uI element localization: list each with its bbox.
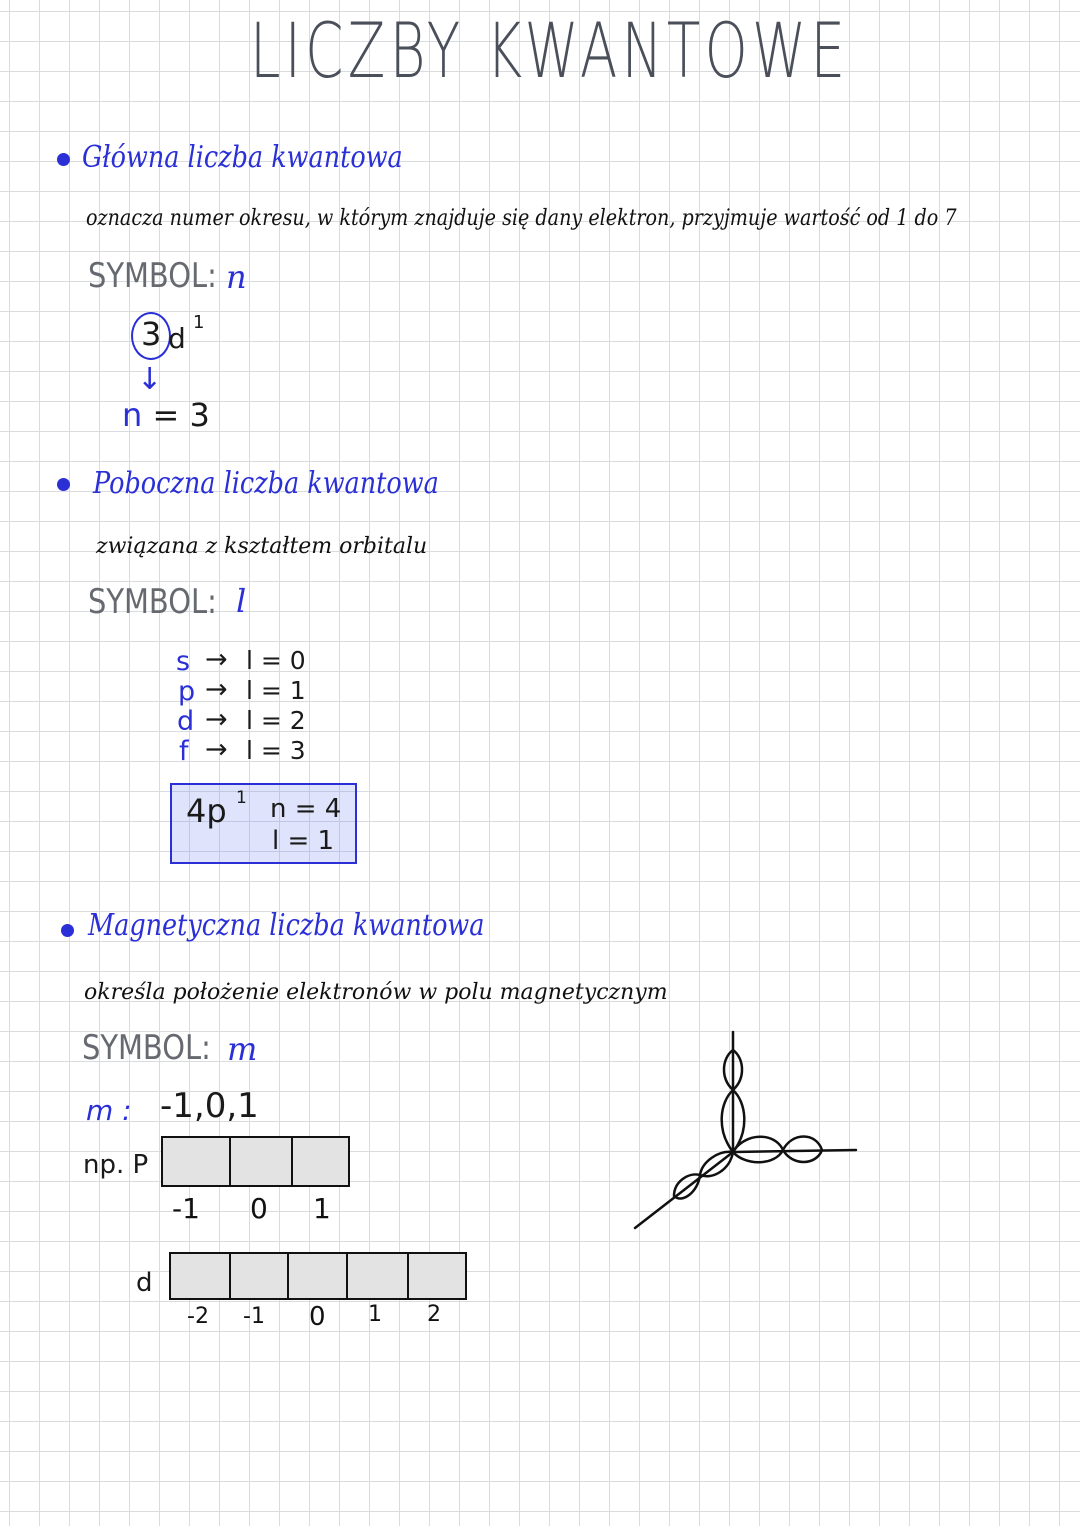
example-coefficient: 3	[141, 315, 162, 353]
page-title: LICZBY KWANTOWE	[250, 6, 850, 95]
x-axis-line	[733, 1150, 856, 1152]
orbital-box	[407, 1252, 467, 1300]
symbol-value-l: l	[236, 582, 247, 620]
mapping-value-s: l = 0	[246, 646, 306, 675]
orbital-box	[346, 1252, 409, 1300]
section-heading-principal: Główna liczba kwantowa	[82, 140, 403, 175]
box-config: 4p	[186, 792, 227, 830]
d-index: 0	[309, 1302, 326, 1332]
mapping-orbital-d: d	[177, 706, 195, 737]
orbital-box	[287, 1252, 348, 1300]
symbol-label: SYMBOL:	[88, 582, 217, 622]
m-values: -1,0,1	[160, 1086, 259, 1126]
mapping-orbital-p: p	[178, 676, 196, 707]
section-heading-magnetic: Magnetyczna liczba kwantowa	[88, 908, 485, 943]
section-description-azimuthal: związana z kształtem orbitalu	[96, 534, 428, 559]
mapping-value-p: l = 1	[246, 676, 306, 705]
example-orbital: d	[168, 322, 186, 355]
bullet-icon	[57, 478, 70, 491]
symbol-label: SYMBOL:	[82, 1028, 211, 1068]
p-index: 0	[250, 1192, 268, 1225]
right-arrow-icon: →	[205, 734, 228, 765]
d-index: 2	[427, 1302, 441, 1327]
symbol-value-m: m	[227, 1030, 258, 1068]
section-heading-azimuthal: Poboczna liczba kwantowa	[93, 466, 439, 501]
symbol-label: SYMBOL:	[88, 256, 217, 296]
y-axis-line	[635, 1152, 733, 1228]
box-l-line: l = 1	[272, 826, 335, 856]
p-label: np. P	[83, 1150, 149, 1180]
d-index: 1	[368, 1302, 382, 1327]
symbol-value-n: n	[226, 258, 247, 296]
section-description-magnetic: określa położenie elektronów w polu magnetycznym	[84, 980, 668, 1005]
bullet-icon	[57, 153, 70, 166]
p-orbitals-diagram-icon	[620, 1020, 870, 1240]
mapping-orbital-f: f	[179, 736, 189, 767]
d-index: -1	[243, 1304, 265, 1329]
orbital-box	[229, 1136, 293, 1187]
right-arrow-icon: →	[205, 644, 228, 675]
orbital-box	[229, 1252, 289, 1300]
x-lobe-far	[783, 1137, 822, 1163]
orbital-box	[291, 1136, 350, 1187]
example-superscript: 1	[193, 312, 205, 333]
down-arrow-icon: ↓	[137, 362, 163, 397]
right-arrow-icon: →	[205, 704, 228, 735]
d-index: -2	[187, 1304, 209, 1329]
p-index: 1	[313, 1192, 331, 1225]
mapping-value-d: l = 2	[246, 706, 306, 735]
d-label: d	[136, 1268, 153, 1298]
orbital-box	[161, 1136, 231, 1187]
mapping-value-f: l = 3	[246, 736, 306, 765]
m-label: m :	[86, 1094, 132, 1127]
right-arrow-icon: →	[205, 674, 228, 705]
mapping-orbital-s: s	[176, 646, 191, 677]
section-description-principal: oznacza numer okresu, w którym znajduje się dany elektron, przyjmuje wartość od 1 do 7	[86, 206, 957, 231]
orbital-box	[169, 1252, 231, 1300]
example-result: n = 3	[122, 396, 210, 434]
bullet-icon	[61, 924, 74, 937]
box-superscript: 1	[236, 788, 247, 808]
box-n-line: n = 4	[270, 794, 342, 824]
p-index: -1	[172, 1192, 200, 1225]
